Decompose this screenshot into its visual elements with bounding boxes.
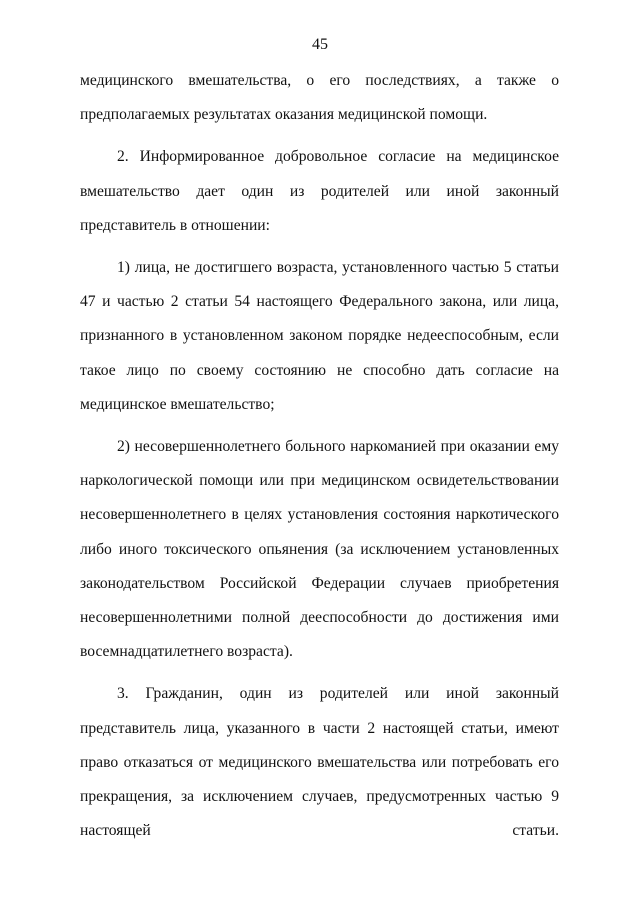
paragraph-continuation: медицинского вмешательства, о его последствиях, а также о предполагаемых результатах оказания медицинской помощи. [80,72,559,124]
document-body [80,64,559,848]
paragraph-item-2: 2) несовершеннолетнего больного наркоманией при оказании ему наркологической помощи или при медицинском освидетельствовании несовершеннолетнего в целях установления состояния наркотического либо иного токсического опьянения (за исключением установленных законодательством Российской Федерации случаев приобретения несовершеннолетними полной дееспособности до достижения ими восемнадцатилетнего возраста). [80,438,559,661]
paragraph-item-1: 1) лица, не достигшего возраста, установленного частью 5 статьи 47 и частью 2 статьи 54 настоящего Федерального закона, или лица, признанного в установленном законом порядке недееспособным, если такое лицо по своему состоянию не способно дать согласие на медицинское вмешательство; [80,259,559,413]
page-number: 45 [312,36,328,53]
paragraph-clause-3: 3. Гражданин, один из родителей или иной законный представитель лица, указанного в части 2 настоящей статьи, имеют право отказаться от медицинского вмешательства или потребовать его прекращения, за исключением случаев, предусмотренных частью 9 настоящей статьи. [80,685,559,840]
paragraph-clause-2: 2. Информированное добровольное согласие на медицинское вмешательство дает один из родителей или иной законный представитель в отношении: [80,148,559,234]
